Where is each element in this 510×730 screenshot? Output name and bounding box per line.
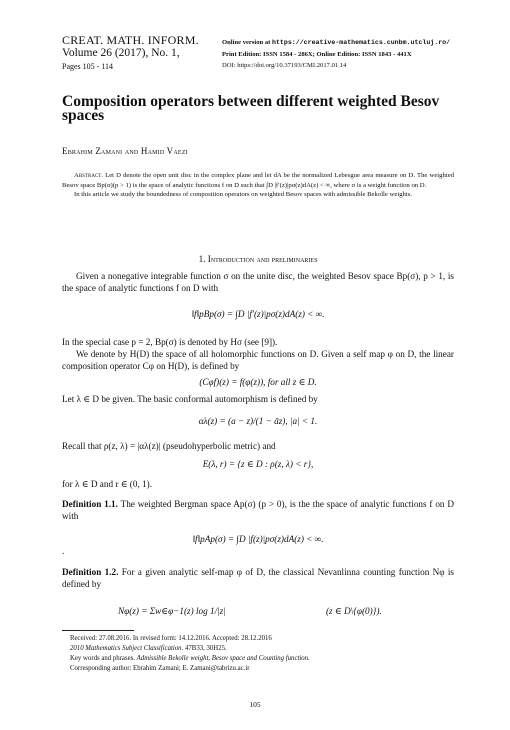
equation-automorphism: αλ(z) = (a − z)/(1 − āz), |a| < 1. <box>198 416 318 426</box>
issn-line: Print Edition: ISSN 1584 - 286X; Online Edition: ISSN 1843 - 441X <box>222 50 412 58</box>
page-number: 105 <box>249 700 261 709</box>
footnote-corresponding: Corresponding author: Ebrahim Zamani; E. Zamani@tabrizu.ac.ir <box>70 665 250 672</box>
paragraph-5: Recall that ρ(z, λ) = |αλ(z)| (pseudohyperbolic metric) and <box>62 441 276 451</box>
doi-line[interactable]: DOI: https://doi.org/10.37193/CMI.2017.01.14 <box>222 62 347 69</box>
equation-nevanlinna-condition: (z ∈ D\{φ(0)}). <box>326 606 382 616</box>
footnote-msc <box>70 644 310 654</box>
online-prefix: Online version at <box>222 39 271 46</box>
journal-info <box>62 34 199 73</box>
definition-1-1-label: Definition 1.1. <box>62 499 118 509</box>
abstract-text-2: In this article we study the boundedness of composition operators on weighted Besov spaces with admissible Bekolle weights. <box>74 191 413 198</box>
footnote-msc-label: 2010 Mathematics Subject Classification. <box>70 645 184 652</box>
online-version <box>222 37 450 49</box>
equation-nevanlinna: Nφ(z) = Σw∈φ−1(z) log 1/|z| <box>118 606 226 616</box>
abstract <box>62 171 454 200</box>
journal-volume: Volume 26 (2017), No. 1, <box>62 47 180 59</box>
footnotes <box>70 634 310 674</box>
authors: Ebrahim Zamani and Hamid Vaezi <box>62 146 188 156</box>
equation-besov-norm: ‖f‖pBp(σ) = ∫D |f′(z)|pσ(z)dA(z) < ∞. <box>191 309 325 319</box>
definition-1-2-label: Definition 1.2. <box>62 567 119 577</box>
online-url[interactable]: https://creative-mathematics.cunbm.utcluj.ro/ <box>272 39 451 46</box>
journal-pages: Pages 105 - 114 <box>62 62 114 71</box>
abstract-text: Let D denote the open unit disc in the complex plane and let dA be the normalized Lebesgue area measure on D. The weighted Besov space Bp(σ)(p > 1) is the space of analytic functions f on D such that ∫D |f′(z)|pσ(z)dA(z) < ∞, where σ is a weight function on D. <box>62 172 455 189</box>
footnote-rule <box>62 630 134 631</box>
footnote-keywords-text: Admissible Bekolle weight, Besov space and Counting function. <box>136 655 310 662</box>
abstract-label: Abstract. <box>74 172 104 179</box>
paragraph-4: Let λ ∈ D be given. The basic conformal automorphism is defined by <box>62 394 318 404</box>
footnote-keywords-label: Key words and phrases. <box>70 655 135 662</box>
journal-name: CREAT. MATH. INFORM. <box>62 33 199 47</box>
footnote-keywords <box>70 654 310 664</box>
paper-title: Composition operators between different weighted Besov spaces <box>62 93 440 124</box>
publication-info <box>222 37 450 72</box>
paragraph-2: In the special case p = 2, Bp(σ) is denoted by Hσ (see [9]). <box>62 337 278 347</box>
equation-bergman-norm: ‖f‖pAp(σ) = ∫D |f(z)|pσ(z)dA(z) < ∞. <box>192 534 324 544</box>
footnote-msc-codes: 47B33, 30H25. <box>184 645 227 652</box>
paragraph-6: for λ ∈ D and r ∈ (0, 1). <box>62 479 153 489</box>
definition-1-1 <box>62 498 454 522</box>
definition-1-2 <box>62 566 454 590</box>
equation-disc: E(λ, r) = {z ∈ D : ρ(z, λ) < r}, <box>202 459 314 469</box>
paragraph-3: We denote by H(D) the space of all holomorphic functions on D. Given a self map φ on D, the linear composition operator Cφ on H(D), is defined by <box>62 349 454 371</box>
footnote-received: Received: 27.08.2016. In revised form: 14.12.2016. Accepted: 28.12.2016 <box>70 635 272 642</box>
paragraph-1: Given a nonegative integrable function σ on the unite disc, the weighted Besov space Bp(σ), p > 1, is the space of analytic functions f on D with <box>62 271 454 293</box>
section-title: 1. Introduction and preliminaries <box>198 254 318 264</box>
definition-1-1-text: The weighted Bergman space Ap(σ) (p > 0), is the the space of analytic functions f on D with <box>62 499 454 521</box>
equation-composition: (Cφf)(z) = f(φ(z)), for all z ∈ D. <box>199 377 317 387</box>
stray-dot: . <box>62 546 65 556</box>
definition-1-2-text: For a given analytic self-map φ of D, the classical Nevanlinna counting function Nφ is defined by <box>62 567 455 589</box>
